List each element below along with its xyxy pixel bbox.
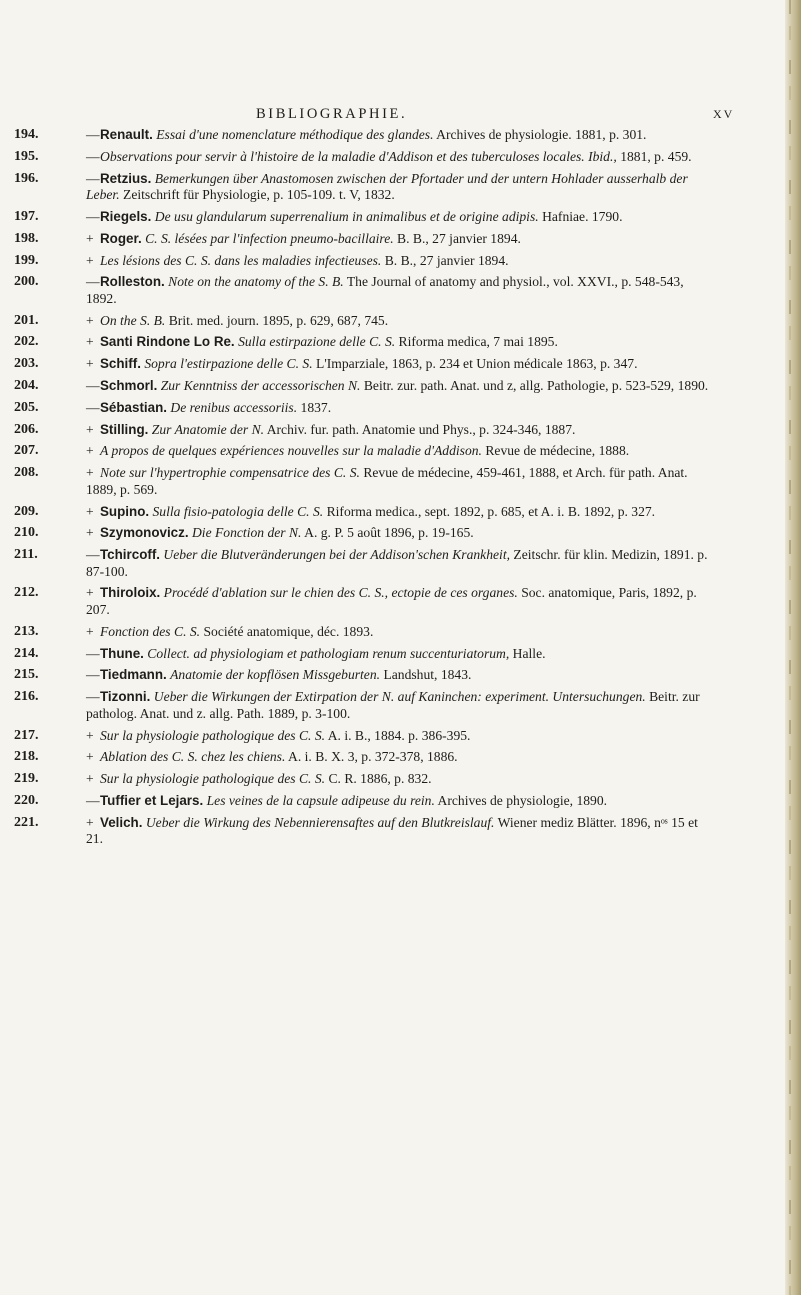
entry-source: Archives de physiologie. 1881, p. 301.: [436, 127, 647, 142]
bibliography-entry: [0, 334, 711, 351]
entry-title: Anatomie der kopflösen Missgeburten.: [170, 667, 381, 683]
bibliography-entry: [0, 815, 711, 848]
entry-number: 201.: [14, 312, 39, 328]
entry-author: Renault.: [100, 127, 153, 142]
entry-number: 198.: [14, 230, 39, 246]
bibliography-entry: [0, 793, 711, 810]
entry-source: L'Imparziale, 1863, p. 234 et Union médicale 1863, p. 347.: [316, 356, 638, 372]
entry-source: C. R. 1886, p. 832.: [328, 771, 432, 787]
entry-source: Zeitschr. für klin. Medizin, 1891. p. 87-100.: [86, 547, 708, 579]
entry-number: 203.: [14, 356, 39, 372]
entry-number: 209.: [14, 503, 39, 519]
entry-source: Beitr. zur. path. Anat. und z, allg. Pathologie, p. 523-529, 1890.: [363, 378, 709, 393]
entry-number: 216.: [14, 689, 39, 705]
entry-mark: —: [86, 689, 100, 705]
entry-source: B. B., 27 janvier 1894.: [384, 252, 509, 268]
entry-author: Santi Rindone Lo Re.: [100, 334, 235, 350]
bibliography-entry: [0, 646, 711, 663]
entry-mark: —: [86, 645, 100, 661]
entry-source: 1881, p. 459.: [620, 148, 692, 164]
running-title: BIBLIOGRAPHIE.: [256, 106, 408, 122]
bibliography-entry: [0, 525, 711, 542]
entry-title: De renibus accessoriis.: [170, 399, 298, 415]
bibliography-entry: [0, 127, 711, 144]
entry-title: Sopra l'estirpazione delle C. S.: [144, 356, 313, 372]
entry-title: Note on the anatomy of the S. B.: [168, 274, 344, 290]
entry-mark: —: [86, 378, 100, 393]
bibliography-entry: [0, 149, 711, 166]
entry-number: 200.: [14, 274, 39, 290]
entry-number: 207.: [14, 443, 39, 459]
entry-source: Landshut, 1843.: [383, 667, 472, 683]
entry-number: 212.: [14, 585, 39, 601]
entry-title: Sur la physiologie pathologique des C. S.: [100, 727, 326, 743]
entry-mark: +: [86, 312, 94, 328]
entry-source: Zeitschrift für Physiologie, p. 105-109. t. V, 1832.: [123, 187, 395, 203]
entry-mark: —: [86, 148, 100, 164]
bibliography-entry: [0, 443, 711, 460]
bibliography-entry: [0, 624, 711, 641]
entry-mark: +: [86, 727, 94, 743]
entry-mark: +: [86, 525, 94, 541]
entry-source: Wiener mediz Blätter. 1896, nᵒˢ 15 et 21.: [86, 814, 698, 847]
entry-author: Tizonni.: [100, 689, 151, 705]
entry-number: 194.: [14, 127, 39, 142]
entry-mark: —: [86, 399, 100, 415]
entry-source: Riforma medica, 7 mai 1895.: [398, 334, 558, 350]
entry-number: 205.: [14, 399, 39, 415]
bibliography-entry: [0, 171, 711, 204]
entry-title: Essai d'une nomenclature méthodique des glandes.: [156, 127, 434, 142]
entry-mark: +: [86, 421, 94, 437]
entry-number: 210.: [14, 525, 39, 541]
entry-source: Société anatomique, déc. 1893.: [203, 623, 374, 639]
entry-title: Ueber die Wirkung des Nebennierensaftes auf den Blutkreislauf.: [145, 814, 495, 830]
entry-title: Sulla fisio-patologia delle C. S.: [152, 503, 324, 519]
entry-title: Les lésions des C. S. dans les maladies infectieuses.: [100, 252, 382, 268]
entry-number: 202.: [14, 334, 39, 350]
entry-title: Zur Anatomie der N.: [151, 421, 265, 437]
entry-author: Tiedmann.: [100, 667, 167, 683]
bibliography-entry: [0, 313, 711, 330]
entry-title: Fonction des C. S.: [100, 623, 201, 639]
entry-author: Tuffier et Lejars.: [100, 792, 204, 808]
entry-source: Revue de médecine, 1888.: [485, 443, 630, 459]
entry-mark: +: [86, 356, 94, 372]
entry-mark: —: [86, 547, 100, 563]
entry-mark: +: [86, 771, 94, 787]
entry-title: Sulla estirpazione delle C. S.: [238, 334, 396, 350]
entry-title: Die Fonction der N.: [191, 525, 302, 541]
entry-source: Beitr. zur patholog. Anat. und z. allg. Path. 1889, p. 3-100.: [86, 689, 700, 721]
entry-mark: +: [86, 443, 94, 459]
page-number: XV: [713, 107, 735, 121]
entry-number: 220.: [14, 792, 39, 808]
entry-mark: +: [86, 252, 94, 268]
entry-title: Procédé d'ablation sur le chien des C. S., ectopie de ces organes.: [163, 585, 518, 601]
entry-number: 214.: [14, 645, 39, 661]
entry-title: C. S. lésées par l'infection pneumo-bacillaire.: [145, 230, 394, 246]
bibliography-entry: [0, 253, 711, 270]
entry-number: 215.: [14, 667, 39, 683]
entry-author: Supino.: [100, 503, 150, 519]
entry-title: De usu glandularum superrenalium in animalibus et de origine adipis.: [154, 208, 539, 224]
bibliography-entry: [0, 422, 711, 439]
entry-author: Riegels.: [100, 208, 152, 224]
bibliography-entry: [0, 547, 711, 580]
entry-title: Ablation des C. S. chez les chiens.: [100, 749, 286, 765]
entry-number: 206.: [14, 421, 39, 437]
entry-source: Riforma medica., sept. 1892, p. 685, et A. i. B. 1892, p. 327.: [326, 503, 656, 519]
entry-mark: —: [86, 208, 100, 224]
entry-source: Hafniae. 1790.: [542, 208, 623, 224]
entry-title: Zur Kenntniss der accessorischen N.: [160, 378, 361, 393]
entry-author: Thiroloix.: [100, 585, 161, 601]
bibliography-entry: [0, 749, 711, 766]
entry-number: 219.: [14, 771, 39, 787]
bibliography-entry: [0, 356, 711, 373]
entry-author: Stilling.: [100, 421, 149, 437]
entry-mark: —: [86, 127, 100, 142]
entry-title: Les veines de la capsule adipeuse du rein.: [206, 792, 435, 808]
entry-mark: +: [86, 585, 94, 601]
entry-author: Rolleston.: [100, 274, 165, 290]
entry-number: 204.: [14, 378, 39, 393]
bibliography-entry: [0, 689, 711, 722]
entry-number: 195.: [14, 148, 39, 164]
entry-number: 199.: [14, 252, 39, 268]
entry-source: Halle.: [512, 645, 546, 661]
entry-mark: +: [86, 230, 94, 246]
entry-number: 211.: [14, 547, 38, 563]
entry-number: 196.: [14, 170, 39, 186]
entry-number: 213.: [14, 623, 39, 639]
bibliography-entry: [0, 504, 711, 521]
bibliography-entry: [0, 400, 711, 417]
bibliography-entry: [0, 231, 711, 248]
bibliography-entry: [0, 771, 711, 788]
entry-source: The Journal of anatomy and physiol., vol. XXVI., p. 548-543, 1892.: [86, 274, 684, 306]
entry-title: Note sur l'hypertrophie compensatrice des C. S.: [100, 465, 360, 481]
entry-title: Observations pour servir à l'histoire de la maladie d'Addison et des tuberculoses locales. Ibid.,: [100, 148, 617, 164]
entry-number: 218.: [14, 749, 39, 765]
entry-author: Sébastian.: [100, 399, 167, 415]
entry-source: Brit. med. journ. 1895, p. 629, 687, 745.: [168, 312, 389, 328]
entry-title: Collect. ad physiologiam et pathologiam renum succenturiatorum,: [147, 645, 510, 661]
entry-mark: —: [86, 667, 100, 683]
entry-mark: +: [86, 623, 94, 639]
entry-title: Bemerkungen über Anastomosen zwischen der Pfortader und der untern Hohlader ausserhalb der Leber.: [86, 170, 688, 203]
page-header: [0, 106, 801, 128]
entry-source: A. i. B., 1884. p. 386-395.: [327, 727, 471, 743]
entry-mark: +: [86, 334, 94, 350]
bibliography-entry: [0, 728, 711, 745]
entry-number: 208.: [14, 465, 39, 481]
entry-title: On the S. B.: [100, 312, 166, 328]
entry-mark: +: [86, 749, 94, 765]
entry-source: Archiv. fur. path. Anatomie und Phys., p. 324-346, 1887.: [266, 421, 576, 437]
entry-source: Soc. anatomique, Paris, 1892, p. 207.: [86, 585, 697, 618]
entry-title: Sur la physiologie pathologique des C. S.: [100, 771, 326, 787]
entry-source: A. i. B. X. 3, p. 372-378, 1886.: [288, 749, 458, 765]
entry-author: Roger.: [100, 230, 142, 246]
entry-author: Szymonovicz.: [100, 525, 189, 541]
entry-author: Thune.: [100, 645, 144, 661]
entry-author: Retzius.: [100, 170, 152, 186]
entry-source: Revue de médecine, 459-461, 1888, et Arch. für path. Anat. 1889, p. 569.: [86, 465, 688, 497]
entry-title: Ueber die Blutveränderungen bei der Addison'schen Krankheit,: [163, 547, 511, 563]
bibliography-entry: [0, 667, 711, 684]
entry-source: Archives de physiologie, 1890.: [437, 792, 608, 808]
bibliography-entry: [0, 274, 711, 307]
entry-author: Velich.: [100, 814, 143, 830]
bibliography-entry: [0, 209, 711, 226]
entry-mark: —: [86, 792, 100, 808]
bibliography-entry: [0, 585, 711, 618]
entry-author: Schiff.: [100, 356, 141, 372]
entry-number: 217.: [14, 727, 39, 743]
bibliography-list: [0, 127, 801, 853]
entry-author: Tchircoff.: [100, 547, 161, 563]
bibliography-entry: [0, 465, 711, 498]
entry-source: 1837.: [300, 399, 332, 415]
entry-number: 197.: [14, 208, 39, 224]
entry-mark: +: [86, 814, 94, 830]
bibliography-entry: [0, 378, 711, 395]
entry-title: A propos de quelques expériences nouvelles sur la maladie d'Addison.: [100, 443, 482, 459]
entry-author: Schmorl.: [100, 378, 158, 393]
entry-source: A. g. P. 5 août 1896, p. 19-165.: [304, 525, 474, 541]
entry-source: B. B., 27 janvier 1894.: [397, 230, 521, 246]
entry-number: 221.: [14, 814, 39, 830]
entry-mark: —: [86, 170, 100, 186]
entry-mark: +: [86, 503, 94, 519]
entry-title: Ueber die Wirkungen der Extirpation der N. auf Kaninchen: experiment. Untersuchungen.: [153, 689, 646, 705]
entry-mark: +: [86, 465, 94, 481]
entry-mark: —: [86, 274, 100, 290]
